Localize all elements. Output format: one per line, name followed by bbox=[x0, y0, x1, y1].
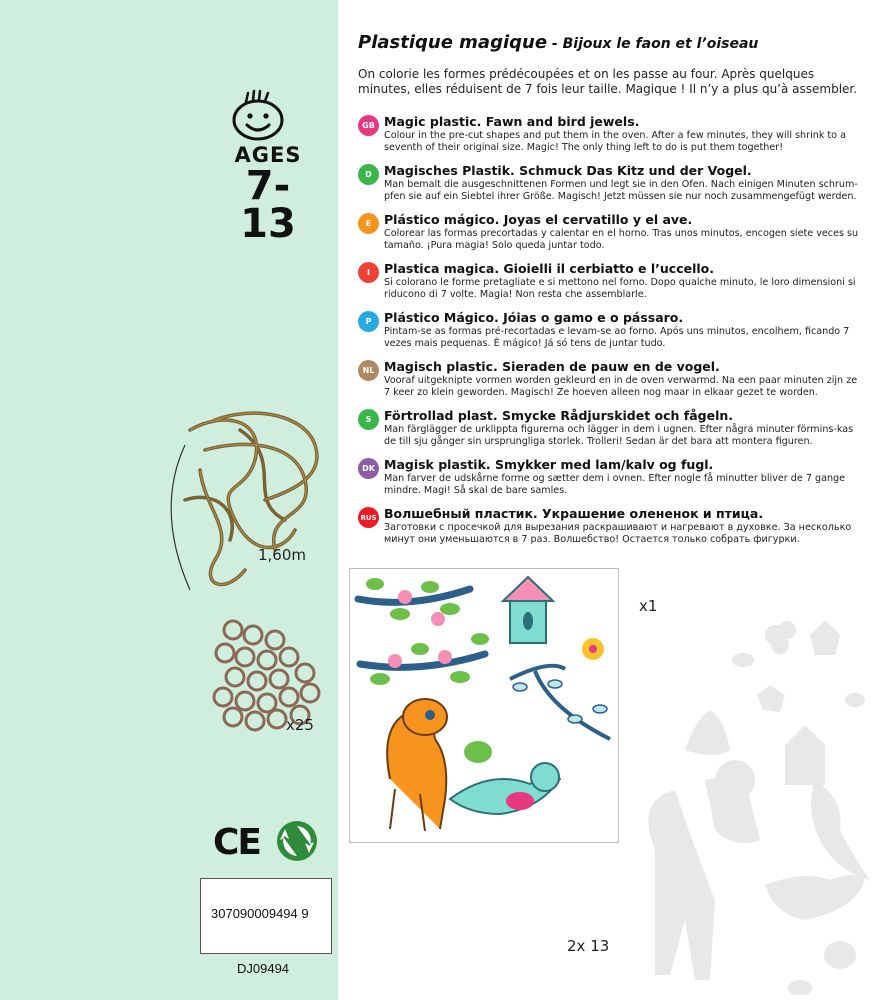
language-badge: GB bbox=[358, 115, 379, 136]
language-item-d bbox=[358, 163, 863, 212]
language-text: Man bemalt die ausgeschnittenen Formen und legt sie in den Ofen. Nach einigen Minuten schrum-pfen sie auf ein Siebtel ihrer Größe. Magisch! Jetzt müssen sie nur noch zusammengefügt werden. bbox=[384, 179, 858, 202]
fawn-bird-artwork bbox=[350, 569, 618, 842]
language-item-nl bbox=[358, 359, 863, 408]
language-item-p bbox=[358, 310, 863, 359]
title-subtitle: - Bijoux le faon et l’oiseau bbox=[547, 36, 759, 52]
language-item-gb bbox=[358, 114, 863, 163]
language-list bbox=[358, 114, 863, 555]
left-panel bbox=[0, 0, 338, 1000]
language-text: Vooraf uitgeknipte vormen worden gekleurd en in de oven verwarmd. Na een paar minuten zijn ze 7 keer zo klein geworden. Magisch! Ze hoeven alleen nog maar in elkaar gezet te worden. bbox=[384, 375, 858, 398]
language-title: Förtrollad plast. Smycke Rådjurskidet och fågeln. bbox=[384, 408, 734, 423]
page-title bbox=[358, 32, 758, 53]
intro-text: On colorie les formes prédécoupées et on les passe au four. Après quelques minutes, elles réduisent de 7 fois leur taille. Magique ! Il n’y a plus qu’à assembler. bbox=[358, 67, 858, 96]
language-title: Magic plastic. Fawn and bird jewels. bbox=[384, 114, 640, 129]
ages-label: AGES bbox=[234, 143, 302, 167]
ce-mark: CE bbox=[213, 822, 261, 863]
language-title: Magisches Plastik. Schmuck Das Kitz und der Vogel. bbox=[384, 163, 752, 178]
language-title: Волшебный пластик. Украшение олененок и птица. bbox=[384, 506, 764, 521]
ages-range: 7-13 bbox=[240, 163, 296, 247]
language-text: Pintam-se as formas pré-recortadas e levam-se ao forno. Após uns minutos, encolhem, ficando 7 vezes mais pequenas. É mágico! Já só tens de juntar tudo. bbox=[384, 326, 850, 349]
language-badge: DK bbox=[358, 458, 379, 479]
language-title: Magisk plastik. Smykker med lam/kalv og fugl. bbox=[384, 457, 714, 472]
language-badge: E bbox=[358, 213, 379, 234]
barcode bbox=[200, 878, 332, 954]
language-badge: D bbox=[358, 164, 379, 185]
shapes-count-label: 2x 13 bbox=[567, 937, 610, 955]
language-badge: S bbox=[358, 409, 379, 430]
chain-image bbox=[145, 400, 340, 600]
language-item-e bbox=[358, 212, 863, 261]
language-text: Colour in the pre-cut shapes and put them in the oven. After a few minutes, they will shrink to a seventh of their original size. Magic! The only thing left to do is put them together! bbox=[384, 130, 846, 153]
recycling-icon bbox=[276, 820, 318, 862]
language-title: Plastica magica. Gioielli il cerbiatto e l’uccello. bbox=[384, 261, 715, 276]
language-badge: P bbox=[358, 311, 379, 332]
smiley-face-icon bbox=[228, 88, 288, 142]
language-item-rus bbox=[358, 506, 863, 555]
language-text: Colorear las formas precortadas y calentar en el horno. Tras unos minutos, encogen siete veces su tamaño. ¡Pura magia! Solo queda juntar todo. bbox=[384, 228, 859, 251]
language-text: Si colorano le forme pretagliate e si mettono nel forno. Dopo qualche minuto, le loro dimensioni si riducono di 7 volte. Magia! Non resta che assemblarle. bbox=[384, 277, 856, 300]
barcode-number: 307090009494 9 bbox=[211, 906, 309, 921]
color-sheet-image bbox=[349, 568, 619, 843]
language-text: Заготовки с просечкой для вырезания раскрашивают и нагревают в духовке. За несколько минут они уменьшаются в 7 раз. Волшебство! Остается только собрать фигурки. bbox=[384, 522, 852, 545]
language-badge: NL bbox=[358, 360, 379, 381]
language-item-dk bbox=[358, 457, 863, 506]
language-item-i bbox=[358, 261, 863, 310]
language-title: Magisch plastic. Sieraden de pauw en de vogel. bbox=[384, 359, 720, 374]
language-item-s bbox=[358, 408, 863, 457]
language-title: Plástico mágico. Joyas el cervatillo y el ave. bbox=[384, 212, 693, 227]
language-text: Man farver de udskårne forme og sætter dem i ovnen. Efter nogle få minutter bliver de 7 gange mindre. Magi! Så skal de bare samles. bbox=[384, 473, 846, 496]
language-title: Plástico Mágico. Jóias o gamo e o pássaro. bbox=[384, 310, 684, 325]
product-code: DJ09494 bbox=[237, 961, 290, 976]
rings-count-label: x25 bbox=[286, 716, 314, 734]
chain-length-label: 1,60m bbox=[258, 546, 307, 564]
title-main: Plastique magique bbox=[358, 32, 548, 53]
language-badge: RUS bbox=[358, 507, 379, 528]
age-range-block bbox=[228, 141, 308, 247]
sheet-count-label: x1 bbox=[639, 597, 658, 615]
rings-image bbox=[205, 615, 335, 735]
shrink-shapes-image bbox=[615, 600, 877, 995]
language-text: Man färglägger de urklippta figurerna och lägger in dem i ugnen. Efter några minuter förmins-kas de till sju gånger sin ursprungliga storlek. Trolleri! Sedan är det bara att montera figuren. bbox=[384, 424, 854, 447]
language-badge: I bbox=[358, 262, 379, 283]
